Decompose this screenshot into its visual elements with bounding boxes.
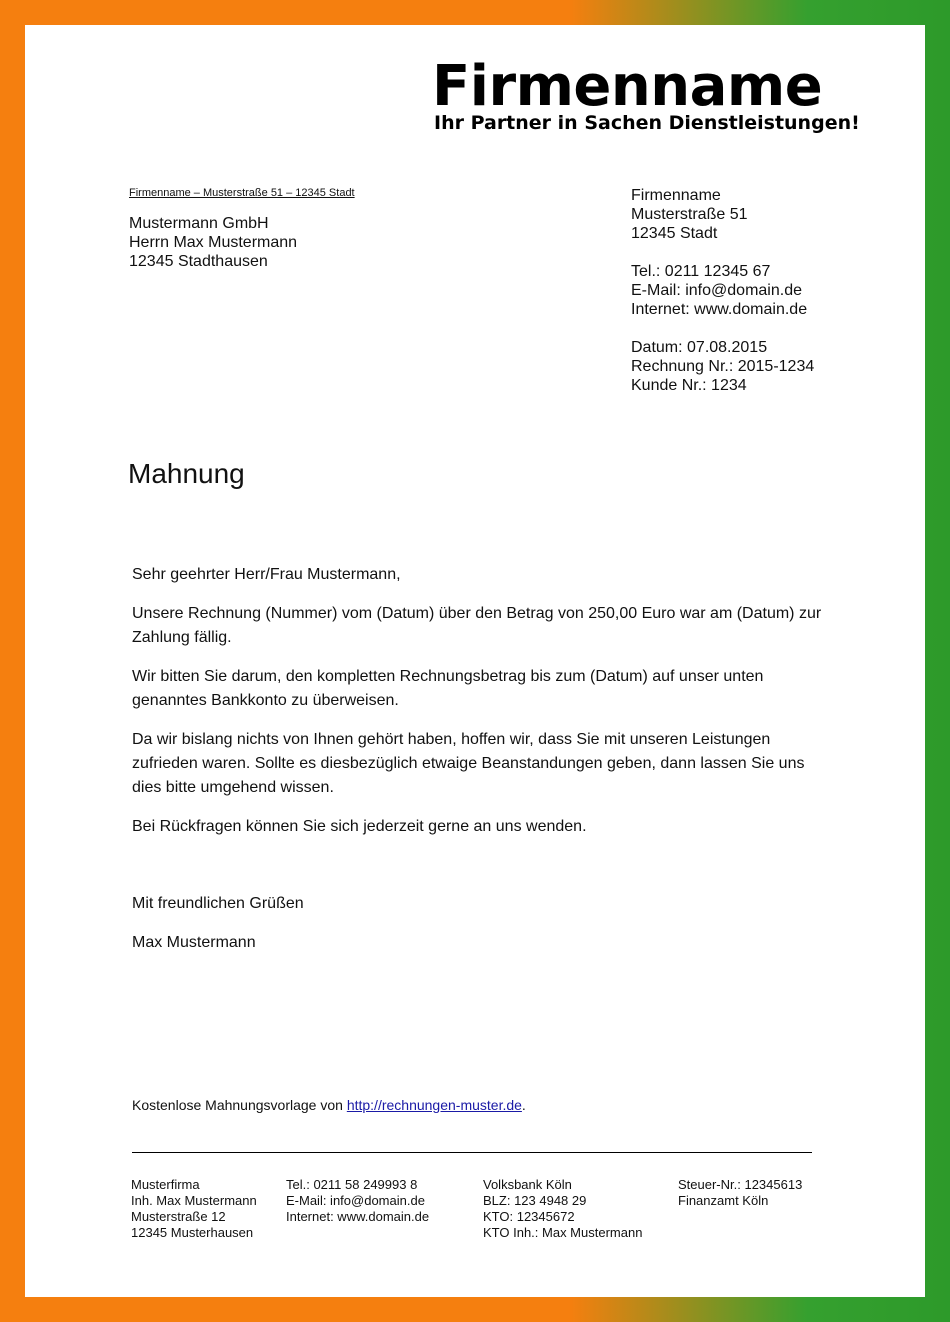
letter-closing [132, 892, 304, 970]
company-tagline: Ihr Partner in Sachen Dienstleistungen! [434, 112, 860, 134]
company-logo-name: Firmenname [432, 54, 823, 119]
info-meta-line: Datum: 07.08.2015 [631, 339, 768, 356]
body-paragraph: Unsere Rechnung (Nummer) vom (Datum) über den Betrag von 250,00 Euro war am (Datum) zur Zahlung fällig. [132, 605, 822, 646]
footer-tax-column [678, 1177, 802, 1209]
recipient-address [129, 214, 297, 271]
footer-line: Internet: www.domain.de [286, 1209, 430, 1224]
info-contact-line: Tel.: 0211 12345 67 [631, 263, 771, 280]
body-paragraph: Da wir bislang nichts von Ihnen gehört haben, hoffen wir, dass Sie mit unseren Leistungen zufrieden waren. Sollte es diesbezüglich etwaige Beanstandungen geben, dann lassen Sie uns dies bitte umgehend wissen. [132, 731, 805, 796]
credit-suffix: . [521, 1097, 526, 1113]
footer-line: Inh. Max Mustermann [131, 1193, 257, 1208]
letter-body [132, 563, 832, 854]
spacer [631, 243, 814, 262]
footer-divider [132, 1152, 812, 1153]
footer-line: Volksbank Köln [483, 1177, 572, 1192]
letter-page [25, 25, 925, 1297]
info-address-line: Firmenname [631, 187, 721, 204]
footer-line: KTO Inh.: Max Mustermann [483, 1225, 643, 1240]
footer-line: E-Mail: info@domain.de [286, 1193, 425, 1208]
spacer [631, 319, 814, 338]
body-paragraph: Wir bitten Sie darum, den kompletten Rechnungsbetrag bis zum (Datum) auf unser unten genanntes Bankkonto zu überweisen. [132, 668, 764, 709]
recipient-line: Mustermann GmbH [129, 215, 269, 232]
credit-link[interactable]: http://rechnungen-muster.de [346, 1097, 522, 1113]
info-contact-line: E-Mail: info@domain.de [631, 282, 802, 299]
footer-line: Finanzamt Köln [678, 1193, 769, 1208]
info-meta-line: Rechnung Nr.: 2015-1234 [631, 358, 815, 375]
footer-line: 12345 Musterhausen [131, 1225, 254, 1240]
recipient-line: Herrn Max Mustermann [129, 234, 298, 251]
letter-subject: Mahnung [128, 458, 245, 489]
footer-line: Musterfirma [131, 1177, 200, 1192]
signer-name: Max Mustermann [132, 934, 256, 951]
closing-greeting: Mit freundlichen Grüßen [132, 895, 304, 912]
footer-line: Musterstraße 12 [131, 1209, 226, 1224]
footer-line: Tel.: 0211 58 249993 8 [286, 1177, 418, 1192]
template-credit [132, 1096, 526, 1114]
footer-line: BLZ: 123 4948 29 [483, 1193, 587, 1208]
recipient-line: 12345 Stadthausen [129, 253, 268, 270]
footer-company-column [131, 1177, 257, 1241]
sender-return-line: Firmenname – Musterstraße 51 – 12345 Stadt [129, 187, 355, 199]
info-address-line: Musterstraße 51 [631, 206, 748, 223]
info-meta-line: Kunde Nr.: 1234 [631, 377, 747, 394]
body-paragraph: Bei Rückfragen können Sie sich jederzeit gerne an uns wenden. [132, 818, 587, 835]
salutation: Sehr geehrter Herr/Frau Mustermann, [132, 566, 401, 583]
credit-text: Kostenlose Mahnungsvorlage von [132, 1097, 347, 1113]
sender-info-block [631, 186, 814, 395]
info-contact-line: Internet: www.domain.de [631, 301, 808, 318]
footer-bank-column [483, 1177, 642, 1241]
info-address-line: 12345 Stadt [631, 225, 718, 242]
footer-line: Steuer-Nr.: 12345613 [678, 1177, 803, 1192]
footer-line: KTO: 12345672 [483, 1209, 575, 1224]
footer-contact-column [286, 1177, 429, 1225]
